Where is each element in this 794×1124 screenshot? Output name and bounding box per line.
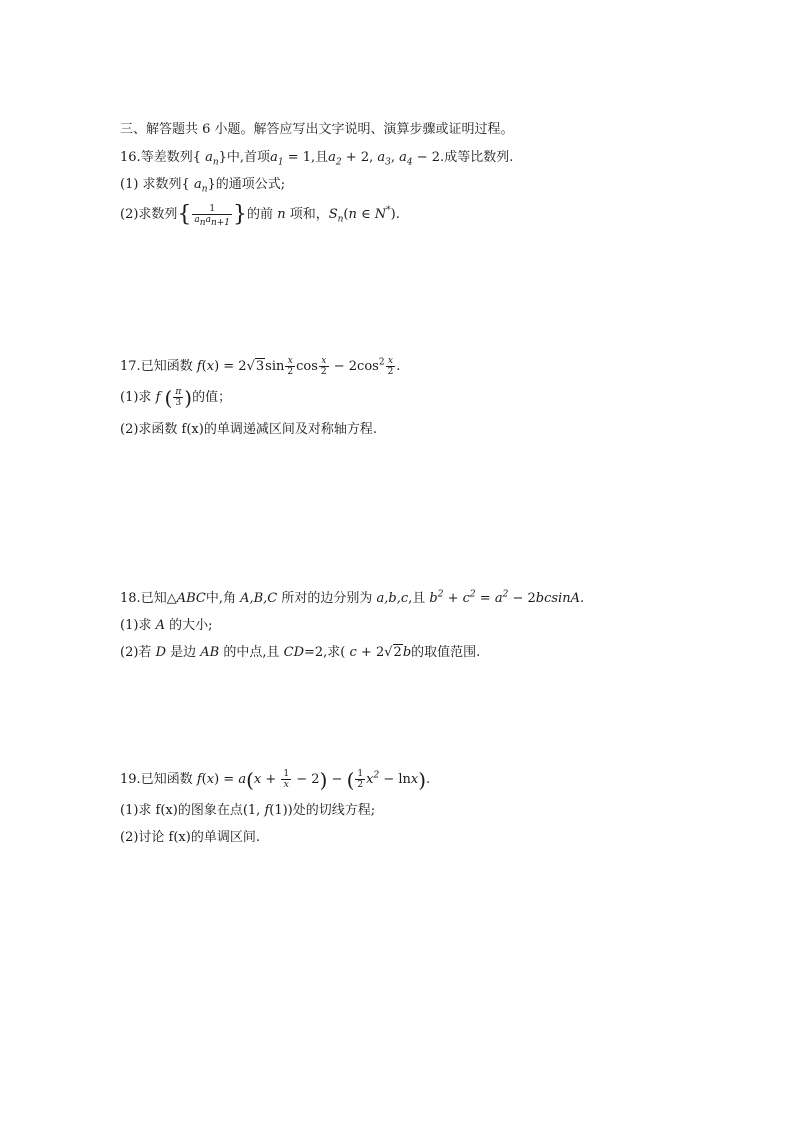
q16-part2 bbox=[120, 203, 400, 227]
q18-sides: a,b,c bbox=[376, 591, 409, 606]
q18-triangle: ABC bbox=[176, 591, 206, 606]
q16-stem-text-b: }中,首项 bbox=[218, 150, 271, 165]
q18-part2-AB: AB bbox=[200, 645, 220, 660]
q19-stem bbox=[120, 768, 430, 792]
q16-part2-n: n bbox=[277, 207, 286, 222]
q17-part1-expr: f ( $\frac{\pi}{3}$ ) bbox=[155, 385, 193, 410]
q16-part2-b: 的前 bbox=[247, 207, 278, 222]
q19-part1 bbox=[120, 802, 375, 820]
q18-part2-expr: c + 2√2b bbox=[349, 645, 412, 660]
q16-part2-sum: $S_n(n$ ∈ N*). bbox=[328, 205, 400, 225]
q16-number: 16. bbox=[120, 150, 141, 165]
left-brace-symbol: { bbox=[177, 201, 192, 227]
q16-part1-b: }的通项公式; bbox=[207, 177, 286, 192]
q19-function: f(x) = a(x + $\frac{1}{x}$ − 2) − ( $\frac{1}{2}$ $x^2 - \ln x$). bbox=[196, 767, 431, 792]
right-brace-symbol: } bbox=[233, 201, 248, 227]
q19-part1-b: 处的切线方程; bbox=[292, 803, 376, 818]
q18-part2 bbox=[120, 644, 480, 662]
q18-part2-d: =2,求( bbox=[304, 645, 346, 660]
q17-part1 bbox=[120, 386, 231, 410]
q17-number: 17. bbox=[120, 359, 141, 374]
q18-part2-a: (2)若 bbox=[120, 645, 156, 660]
q16-part2-c: 项和， bbox=[285, 207, 329, 222]
q17-function: f(x) = 2√3sin $\frac{x}{2}$ cos $\frac{x}{2}$ − $2\cos^2$ $\frac{x}{2}$ . bbox=[196, 356, 401, 377]
q18-part2-D: D bbox=[155, 645, 166, 660]
q16-part1-seq: $a_n$ bbox=[193, 177, 208, 195]
q17-stem-text: 已知函数 bbox=[140, 359, 193, 374]
q16-stem-text-c: 成等比数列. bbox=[444, 150, 514, 165]
q19-part1-a: (1)求 f(x)的图象在点 bbox=[120, 803, 243, 818]
q17-part1-b: 的值； bbox=[192, 390, 232, 405]
q16-part2-a: (2)求数列 bbox=[120, 207, 178, 222]
q16-first-term: $a_1 = 1$, bbox=[270, 150, 316, 168]
section-header: 三、解答题共 6 小题。解答应写出文字说明、演算步骤或证明过程。 bbox=[120, 122, 514, 137]
q18-part1-a: (1)求 bbox=[120, 618, 156, 633]
q18-stem-d: ,且 bbox=[408, 591, 430, 606]
q16-condition: $a_2 + 2$, $a_3$, $a_4 - 2$. bbox=[328, 150, 445, 168]
q18-part2-c: 的中点,且 bbox=[219, 645, 284, 660]
q19-point: (1, f(1)) bbox=[242, 803, 293, 818]
q18-stem-c: 所对的边分别为 bbox=[277, 591, 377, 606]
q18-part1-b: 的大小; bbox=[164, 618, 213, 633]
q18-part1-A: A bbox=[155, 618, 165, 633]
q16-stem: 16.等差数列{ $a_n$}中,首项$a_1 = 1$,且$a_2 + 2$, $a_3$, $a_4 - 2$.成等比数列. bbox=[120, 150, 514, 168]
q18-stem-a: 已知△ bbox=[140, 591, 177, 606]
q16-part1 bbox=[120, 176, 285, 194]
q18-equation: $b^2 + c^2 = a^2 - 2bcsinA$. bbox=[429, 589, 585, 606]
q16-stem-text-a: 等差数列{ bbox=[140, 150, 206, 165]
q18-stem-b: 中,角 bbox=[205, 591, 241, 606]
q18-angles: A,B,C bbox=[240, 591, 278, 606]
q16-seq-symbol: $a_n$ bbox=[205, 150, 219, 168]
q18-stem bbox=[120, 590, 584, 608]
q18-part2-CD: CD bbox=[283, 645, 304, 660]
q19-part2: (2)讨论 f(x)的单调区间. bbox=[120, 830, 260, 845]
q18-part2-b: 是边 bbox=[166, 645, 201, 660]
q17-stem bbox=[120, 356, 400, 378]
q17-part2: (2)求函数 f(x)的单调递减区间及对称轴方程. bbox=[120, 422, 377, 437]
q19-stem-text: 已知函数 bbox=[140, 772, 193, 787]
q16-part1-a: (1) 求数列{ bbox=[120, 177, 194, 192]
q18-number: 18. bbox=[120, 591, 141, 606]
q18-part2-e: 的取值范围. bbox=[411, 645, 481, 660]
q18-part1 bbox=[120, 617, 212, 635]
q16-part2-fraction: $\frac{1}{a_na_{n+1}}$ bbox=[194, 204, 231, 228]
q17-part1-a: (1)求 bbox=[120, 390, 152, 405]
q19-number: 19. bbox=[120, 772, 141, 787]
